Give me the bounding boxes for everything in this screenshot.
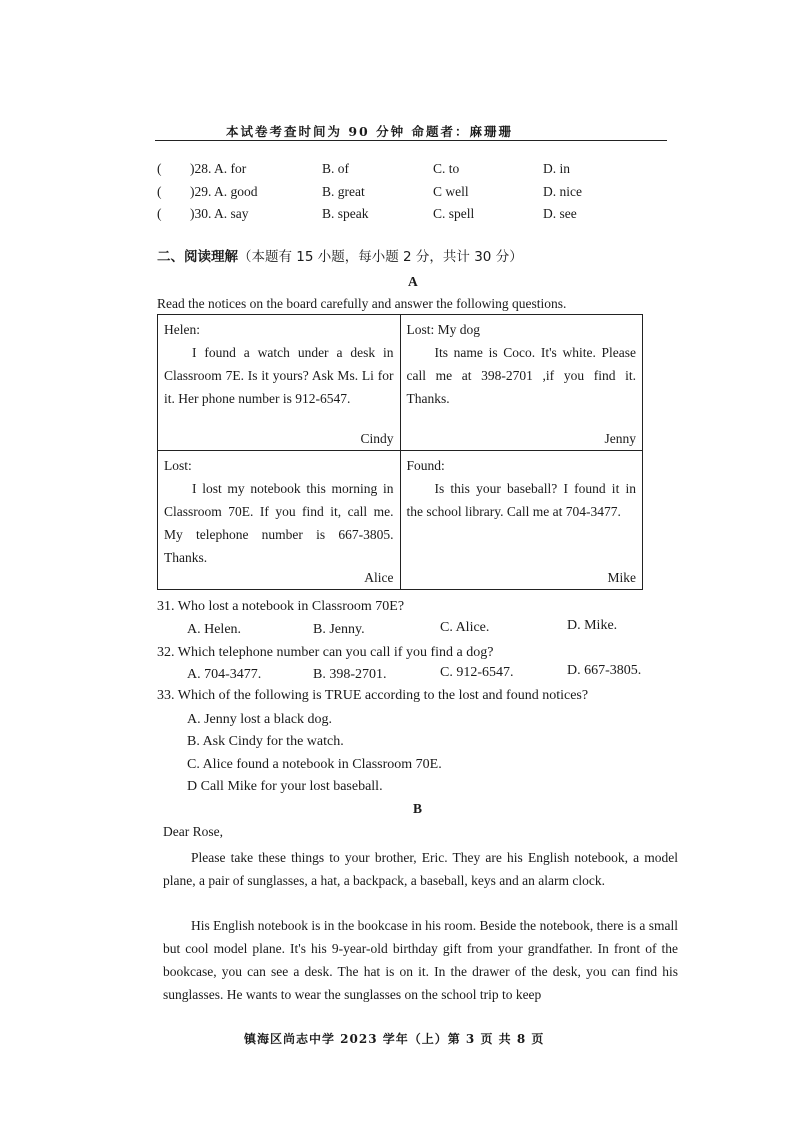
passage-a-label: A (408, 274, 418, 289)
question-33-option-b: B. Ask Cindy for the watch. (187, 734, 344, 749)
page-footer: 镇海区尚志中学 2023 学年（上）第 3 页 共 8 页 (244, 1032, 545, 1046)
question-33-option-c: C. Alice found a notebook in Classroom 70E. (187, 757, 442, 772)
notice-lost-dog (400, 315, 643, 451)
question-31-option-c: C. Alice. (440, 620, 490, 635)
mc-q28-option-a: )28. A. for (190, 161, 247, 176)
letter-greeting: Dear Rose, (163, 824, 223, 839)
question-32-option-d: D. 667-3805. (567, 663, 642, 678)
section-2-title (157, 245, 523, 265)
notice-helen (158, 315, 401, 451)
letter-paragraph-1-text: Please take these things to your brother, Eric. They are his English notebook, a model plane, a pair of sunglasses, a hat, a backpack, a baseball, keys and an alarm clock. (163, 850, 678, 888)
mc-q29-option-a: )29. A. good (190, 184, 258, 199)
exam-header: 本试卷考查时间为 90 分钟 命题者：麻珊珊 (226, 124, 513, 139)
mc-q28-option-b: B. of (322, 161, 349, 176)
notice-found-baseball (400, 451, 643, 590)
mc-q30-paren: ( (157, 206, 162, 221)
notice-body: Is this your baseball? I found it in the school library. Call me at 704-3477. (406, 481, 636, 519)
question-31-option-b: B. Jenny. (313, 622, 365, 637)
section-2-title-bold: 二、阅读理解 (157, 249, 238, 265)
header-rule (155, 140, 667, 141)
notice-lost-notebook (158, 451, 401, 590)
mc-q29-option-b: B. great (322, 184, 365, 199)
letter-paragraph-1 (163, 846, 678, 892)
question-31-option-d: D. Mike. (567, 618, 618, 633)
section-2-title-rest: （本题有 15 小题，每小题 2 分，共计 30 分） (238, 249, 523, 265)
notice-heading: Lost: (164, 458, 192, 473)
mc-q30-option-a: )30. A. say (190, 206, 249, 221)
mc-q28-option-c: C. to (433, 161, 460, 176)
notice-signature: Alice (364, 570, 394, 585)
notice-heading: Helen: (164, 322, 200, 337)
notice-body: I lost my notebook this morning in Classroom 70E. If you find it, call me. My telephone number is 667-3805. Thanks. (164, 481, 394, 565)
mc-q28-paren: ( (157, 161, 162, 176)
letter-paragraph-2-text: His English notebook is in the bookcase in his room. Beside the notebook, there is a small but cool model plane. It's his 9-year-old birthday gift from your grandfather. In front of the bookcase, you can see a desk. The hat is on it. In the drawer of the desk, you can find his sunglasses. He wants to wear the sunglasses on the school trip to keep (163, 918, 678, 1002)
notice-board (157, 314, 643, 590)
question-32-option-b: B. 398-2701. (313, 667, 387, 682)
mc-q30-option-b: B. speak (322, 206, 369, 221)
notice-body: I found a watch under a desk in Classroom 7E. Is it yours? Ask Ms. Li for it. Her phone number is 912-6547. (164, 345, 394, 406)
mc-q29-option-c: C well (433, 184, 469, 199)
passage-b-label: B (413, 801, 423, 816)
mc-q30-option-d: D. see (543, 206, 577, 221)
letter-paragraph-2 (163, 914, 678, 1006)
notice-signature: Cindy (360, 431, 394, 446)
question-32-option-c: C. 912-6547. (440, 665, 514, 680)
mc-q30-option-c: C. spell (433, 206, 475, 221)
question-33-stem: 33. Which of the following is TRUE according to the lost and found notices? (157, 688, 589, 703)
notice-signature: Mike (607, 570, 636, 585)
notice-signature: Jenny (604, 431, 636, 446)
question-32-stem: 32. Which telephone number can you call if you find a dog? (157, 645, 494, 660)
mc-q28-option-d: D. in (543, 161, 570, 176)
question-31-stem: 31. Who lost a notebook in Classroom 70E? (157, 599, 405, 614)
notice-heading: Found: (406, 458, 445, 473)
notice-heading: Lost: My dog (406, 322, 481, 337)
passage-a-instruction: Read the notices on the board carefully and answer the following questions. (157, 296, 567, 311)
question-33-option-d: D Call Mike for your lost baseball. (187, 779, 383, 794)
question-33-option-a: A. Jenny lost a black dog. (187, 712, 333, 727)
mc-q29-paren: ( (157, 184, 162, 199)
mc-q29-option-d: D. nice (543, 184, 582, 199)
question-31-option-a: A. Helen. (187, 622, 242, 637)
question-32-option-a: A. 704-3477. (187, 667, 262, 682)
notice-body: Its name is Coco. It's white. Please call me at 398-2701 ,if you find it. Thanks. (406, 345, 636, 406)
